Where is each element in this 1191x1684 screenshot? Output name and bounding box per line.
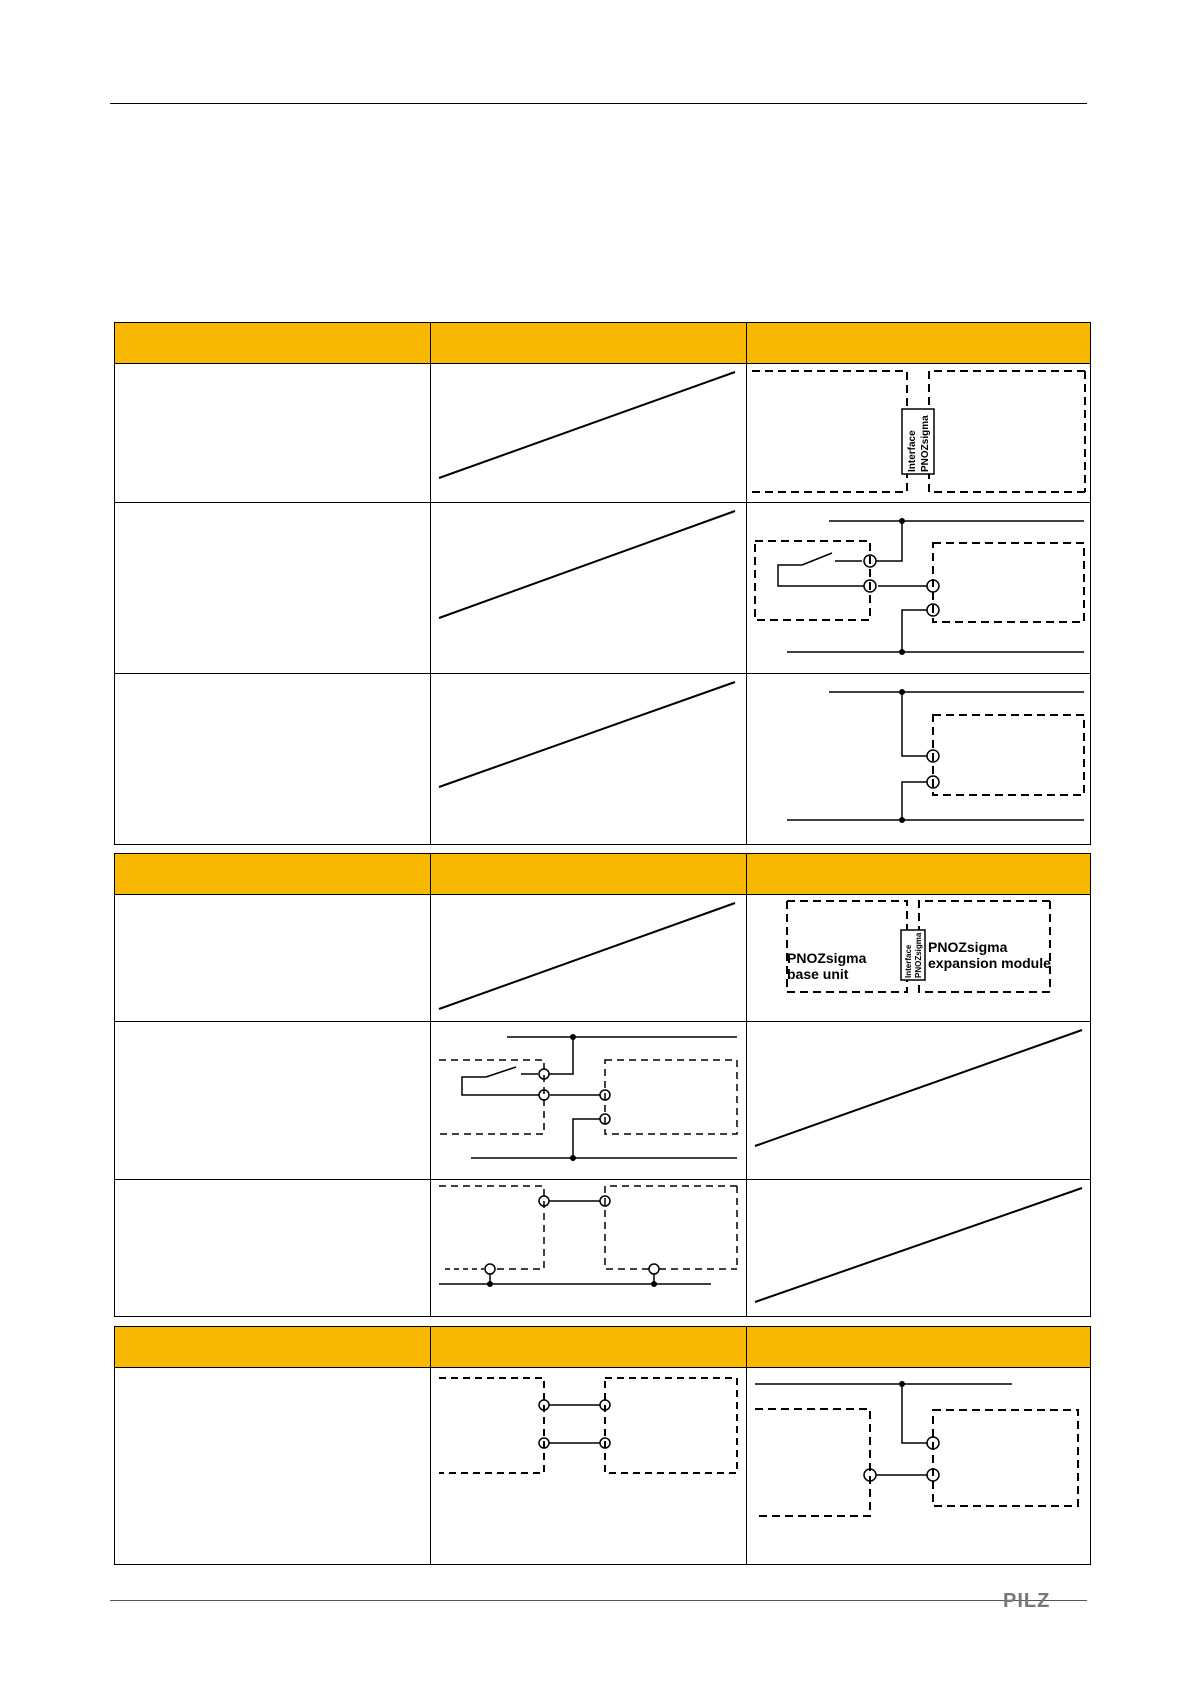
table-2 (114, 853, 1091, 1317)
table-row (115, 895, 1090, 1021)
table-3-header (115, 1327, 1090, 1368)
expansion-module-label: PNOZsigma (928, 939, 1008, 955)
footer-rule (110, 1600, 1087, 1601)
not-applicable-diagonal (431, 674, 746, 844)
table-row (115, 1179, 1090, 1316)
table-row (115, 364, 1090, 502)
table-3 (114, 1326, 1091, 1565)
expansion-module-label-2: expansion module (928, 955, 1051, 971)
not-applicable-diagonal (747, 1180, 1090, 1316)
supply-link-wiring-diagram (747, 1368, 1090, 1564)
bridge-wiring-diagram (747, 674, 1090, 844)
pilz-logo: PILZ (1003, 1590, 1051, 1612)
interface-label: Interface (907, 430, 918, 472)
table-2-header (115, 854, 1090, 895)
table-row (115, 1021, 1090, 1179)
not-applicable-diagonal (747, 1022, 1090, 1179)
not-applicable-diagonal (431, 895, 746, 1021)
header-rule (110, 103, 1087, 104)
base-expansion-block-diagram (747, 895, 1090, 1021)
not-applicable-diagonal (431, 364, 746, 502)
interface-label-pnozsigma: PNOZsigma (914, 932, 923, 978)
contact-wiring-diagram (431, 1022, 746, 1179)
base-unit-label: PNOZsigma (787, 950, 867, 966)
not-applicable-diagonal (431, 503, 746, 673)
table-1 (114, 322, 1091, 845)
interface-label-pnozsigma: PNOZsigma (920, 415, 931, 472)
interface-label: Interface (904, 944, 913, 978)
contact-wiring-diagram (747, 503, 1090, 673)
table-row (115, 673, 1090, 844)
base-unit-label-2: base unit (787, 966, 849, 982)
table-row (115, 1368, 1090, 1564)
double-link-wiring-diagram (431, 1368, 746, 1564)
link-wiring-diagram (431, 1180, 746, 1316)
table-row (115, 502, 1090, 673)
interface-block-diagram (747, 364, 1090, 502)
table-1-header (115, 323, 1090, 364)
